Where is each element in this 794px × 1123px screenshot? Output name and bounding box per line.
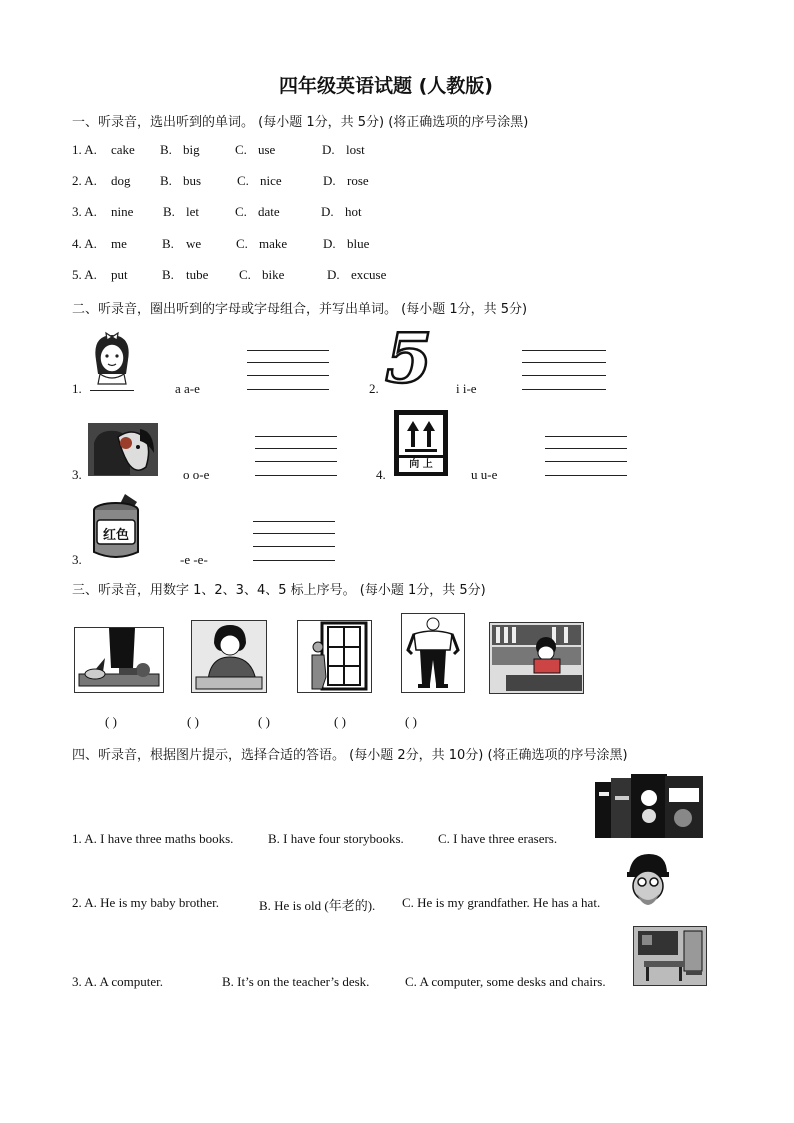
q-number: 1. A. [72,142,97,157]
writing-line[interactable] [522,389,606,390]
letter-options[interactable]: i i-e [456,381,477,396]
answer-bracket[interactable]: ( ) [405,714,417,729]
item-number: 2. [369,381,379,396]
storybooks-picture [595,772,705,840]
part1-heading: 一、听录音，选出听到的单词。 (每小题 1分，共 5分) (将正确选项的序号涂黑) [72,115,529,130]
option-c[interactable]: use [258,142,276,157]
q-number: 5. A. [72,267,97,282]
q3-option-a[interactable]: 3. A. A computer. [72,974,163,989]
option-d-label: D. [323,236,336,251]
q1-option-a[interactable]: 1. A. I have three maths books. [72,831,234,846]
option-d[interactable]: excuse [351,267,387,282]
answer-bracket[interactable]: ( ) [105,714,117,729]
writing-line[interactable] [545,436,627,437]
writing-line[interactable] [253,533,335,534]
open-door-picture [297,620,372,693]
option-d[interactable]: rose [347,173,369,188]
writing-line[interactable] [522,362,606,363]
letter-options[interactable]: a a-e [175,381,200,396]
part2-heading: 二、听录音，圈出听到的字母或字母组合，并写出单词。 (每小题 1分，共 5分) [72,302,528,317]
up-sign-label: 向 上 [399,458,443,472]
option-d[interactable]: blue [347,236,370,251]
q-number: 4. A. [72,236,97,251]
classroom-picture [633,926,707,986]
q2-option-b[interactable]: B. He is old (年老的). [259,898,376,913]
option-b[interactable]: let [186,204,199,219]
writing-line[interactable] [253,560,335,561]
option-d[interactable]: lost [346,142,365,157]
item-number: 3. [72,552,82,567]
option-d-label: D. [327,267,340,282]
option-b[interactable]: we [186,236,202,251]
q1-option-c[interactable]: C. I have three erasers. [438,831,558,846]
option-d-label: D. [322,142,335,157]
option-b-label: B. [162,267,174,282]
item-number: 3. [72,467,82,482]
writing-line[interactable] [545,461,627,462]
q-number: 2. A. [72,173,97,188]
option-d[interactable]: hot [345,204,362,219]
part4-heading: 四、听录音，根据图片提示，选择合适的答语。 (每小题 2分，共 10分) (将正确选项的序号涂黑) [72,748,628,763]
girl-picture [86,330,138,386]
option-a[interactable]: nine [111,204,134,219]
q2-option-c[interactable]: C. He is my grandfather. He has a hat. [402,895,601,910]
up-sign-picture [394,410,448,476]
writing-line[interactable] [255,461,337,462]
option-c-label: C. [237,173,249,188]
q3-option-b[interactable]: B. It’s on the teacher’s desk. [222,974,370,989]
writing-line[interactable] [247,375,329,376]
writing-line[interactable] [247,350,329,351]
option-d-label: D. [323,173,336,188]
grandfather-picture [625,852,671,906]
q2-option-a[interactable]: 2. A. He is my baby brother. [72,895,219,910]
writing-line[interactable] [522,375,606,376]
number-five-picture: 5 [385,319,433,399]
option-c-label: C. [236,236,248,251]
paint-can-picture [89,492,143,562]
option-c[interactable]: bike [262,267,285,282]
option-b[interactable]: bus [183,173,202,188]
writing-line[interactable] [247,389,329,390]
q1-option-b[interactable]: B. I have four storybooks. [268,831,404,846]
q3-option-c[interactable]: C. A computer, some desks and chairs. [405,974,606,989]
page-title: 四年级英语试题 (人教版) [279,75,493,97]
option-b-label: B. [160,142,172,157]
letter-options[interactable]: o o-e [183,467,210,482]
writing-line[interactable] [545,448,627,449]
answer-bracket[interactable]: ( ) [258,714,270,729]
option-c-label: C. [235,204,247,219]
option-c-label: C. [239,267,251,282]
option-a[interactable]: put [111,267,128,282]
answer-bracket[interactable]: ( ) [334,714,346,729]
option-a[interactable]: dog [111,173,131,188]
option-a[interactable]: me [111,236,127,251]
option-b-label: B. [162,236,174,251]
option-b[interactable]: big [183,142,200,157]
letter-options[interactable]: u u-e [471,467,498,482]
option-d-label: D. [321,204,334,219]
strong-man-picture [401,613,465,693]
option-c[interactable]: make [259,236,288,251]
writing-line[interactable] [522,350,606,351]
dog-picture [88,423,158,476]
writing-line[interactable] [545,475,627,476]
option-b-label: B. [163,204,175,219]
writing-line[interactable] [255,448,337,449]
item-number: 4. [376,467,386,482]
letter-options[interactable]: -e -e- [180,552,208,567]
writing-line[interactable] [247,362,329,363]
answer-bracket[interactable]: ( ) [187,714,199,729]
answer-line [90,390,134,391]
option-c[interactable]: nice [260,173,282,188]
writing-line[interactable] [255,475,337,476]
q-number: 3. A. [72,204,97,219]
option-c[interactable]: date [258,204,280,219]
option-a[interactable]: cake [111,142,135,157]
part3-heading: 三、听录音，用数字 1、2、3、4、5 标上序号。 (每小题 1分，共 5分) [72,583,486,598]
paint-can-label: 红色 [102,528,129,543]
reading-library-picture [489,622,584,694]
writing-line[interactable] [253,521,335,522]
writing-line[interactable] [255,436,337,437]
option-b[interactable]: tube [186,267,209,282]
item-number: 1. [72,381,82,396]
girl-writing-picture [191,620,267,693]
cooking-picture [74,627,164,693]
option-b-label: B. [160,173,172,188]
option-c-label: C. [235,142,247,157]
writing-line[interactable] [253,546,335,547]
